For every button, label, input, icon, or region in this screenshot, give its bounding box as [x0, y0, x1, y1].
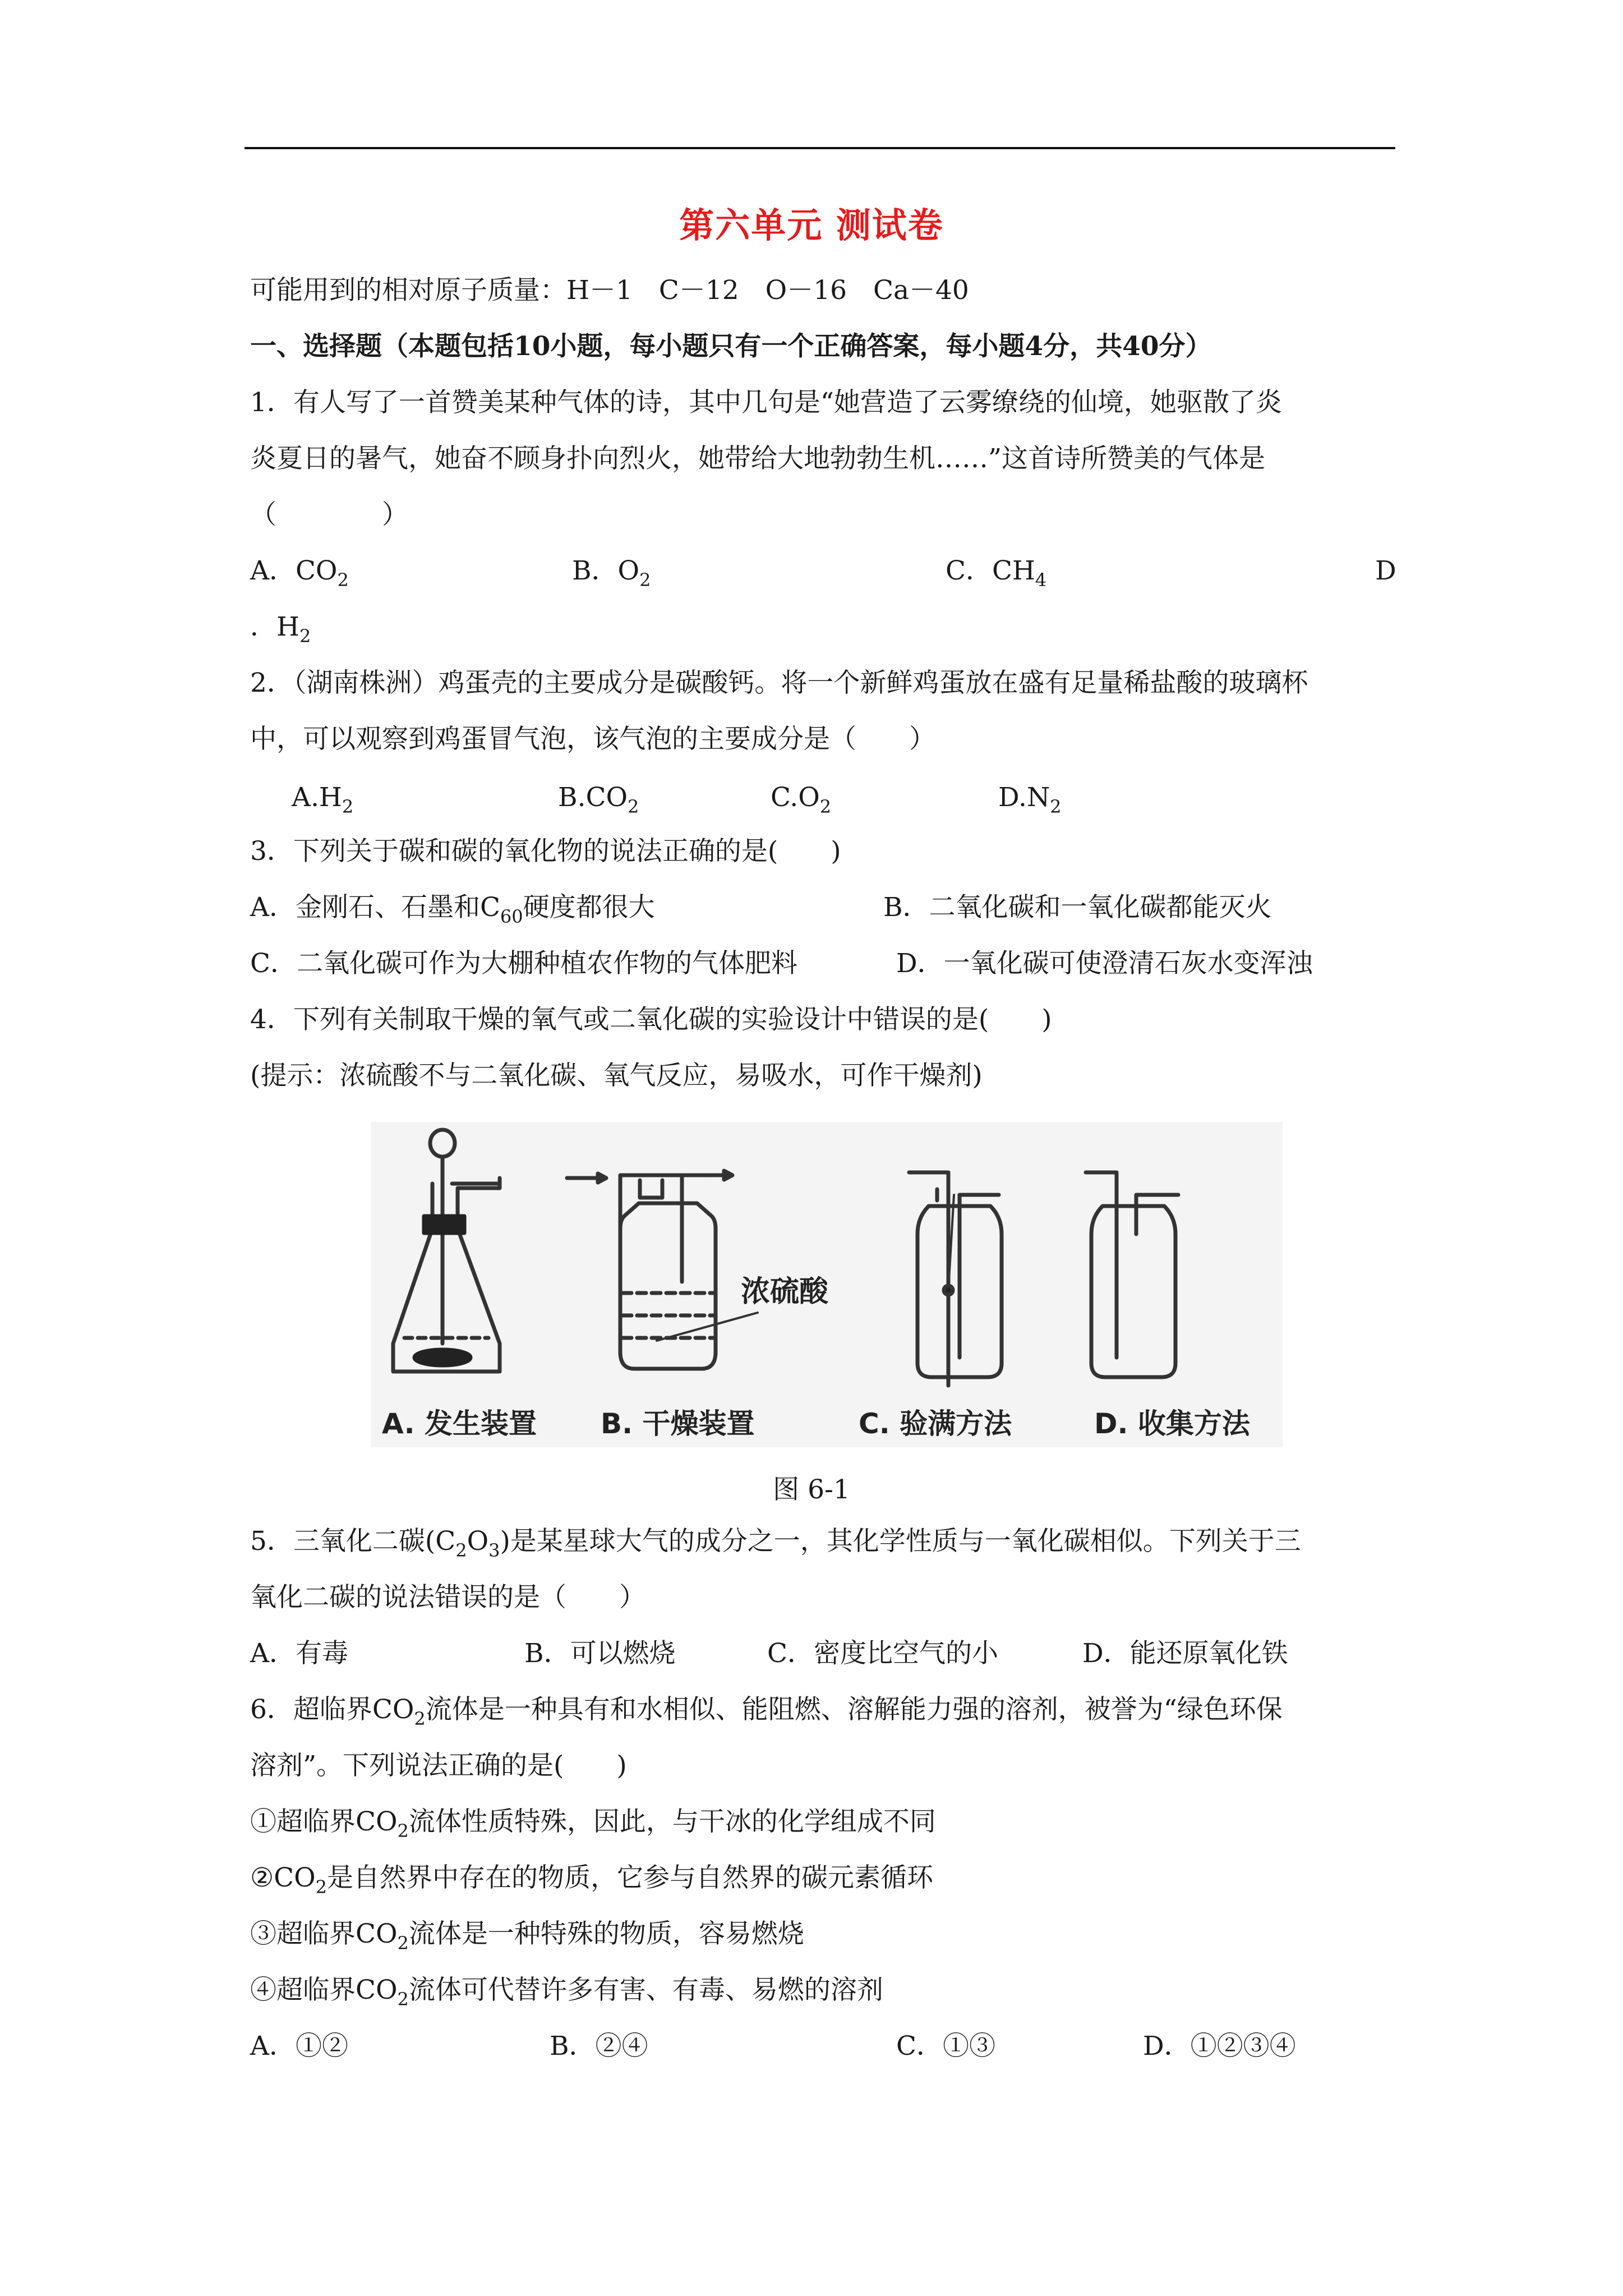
- q6-s3-text: ③超临界CO: [250, 1918, 398, 1949]
- q2-option-d: [998, 781, 1061, 815]
- section-heading: 一、选择题（本题包括10小题，每小题只有一个正确答案，每小题4分，共40分）: [250, 331, 1212, 362]
- figure-label-d: D. 收集方法: [1094, 1407, 1250, 1440]
- q1-option-b: [572, 554, 651, 591]
- header-rule: [245, 147, 1395, 149]
- q3-option-a-sub: 60: [500, 906, 523, 927]
- q3-stem: 3．下列关于碳和碳的氧化物的说法正确的是( ): [250, 836, 841, 867]
- q2-option-b-text: B.CO: [558, 782, 628, 813]
- apparatus-drawing: [371, 1122, 1283, 1447]
- figure-label-a: A. 发生装置: [382, 1407, 537, 1440]
- q4-hint: (提示：浓硫酸不与二氧化碳、氧气反应，易吸水，可作干燥剂): [250, 1060, 983, 1091]
- q6-s1-text-end: 流体性质特殊，因此，与干冰的化学组成不同: [408, 1806, 936, 1837]
- q6-option-c: C．①③: [896, 2031, 995, 2062]
- q6-statement-4: [250, 1973, 883, 2010]
- q5-formula-o: O: [467, 1526, 489, 1557]
- q5-sub-2: 3: [488, 1540, 500, 1561]
- q2-option-a-text: A.H: [292, 782, 342, 813]
- q1-option-d-sub: 2: [299, 625, 311, 647]
- q2-option-c-sub: 2: [819, 796, 832, 817]
- q6-stem-line1: [250, 1693, 1283, 1727]
- q6-option-a: A．①②: [250, 2031, 348, 2062]
- figure-caption: 图 6-1: [773, 1474, 850, 1505]
- q1-option-c: [946, 554, 1047, 591]
- q6-s4-text: ④超临界CO: [250, 1975, 398, 2005]
- full-check-apparatus: [909, 1172, 1002, 1386]
- q2-option-d-text: D.N: [998, 782, 1050, 813]
- acid-label: 浓硫酸: [741, 1275, 829, 1309]
- q6-s3-text-end: 流体是一种特殊的物质，容易燃烧: [408, 1918, 804, 1949]
- q5-option-c: C．密度比空气的小: [767, 1638, 998, 1669]
- q5-stem-text-end: )是某星球大气的成分之一，其化学性质与一氧化碳相似。下列关于三: [500, 1526, 1301, 1557]
- q6-stem-sub: 2: [414, 1708, 426, 1729]
- q6-statement-1: [250, 1805, 936, 1842]
- q1-option-b-text: B．O: [572, 555, 640, 586]
- q5-sub-1: 2: [455, 1540, 467, 1561]
- q6-statement-2: [250, 1861, 933, 1898]
- q6-s1-text: ①超临界CO: [250, 1806, 398, 1837]
- q1-option-c-text: C．CH: [946, 555, 1035, 586]
- q6-stem-text-end: 流体是一种具有和水相似、能阻燃、溶解能力强的溶剂，被誉为“绿色环保: [425, 1694, 1283, 1725]
- q3-option-a-text: A．金刚石、石墨和C: [250, 892, 500, 923]
- q1-blank: （ ）: [250, 499, 408, 530]
- figure-label-b: B. 干燥装置: [601, 1407, 755, 1440]
- collection-apparatus: [1086, 1172, 1178, 1377]
- q2-stem-line1: 2．（湖南株洲）鸡蛋壳的主要成分是碳酸钙。将一个新鲜鸡蛋放在盛有足量稀盐酸的玻璃杯: [250, 668, 1308, 698]
- q1-option-d-letter: D: [1375, 555, 1396, 586]
- q5-option-d: D．能还原氧化铁: [1082, 1638, 1288, 1669]
- q6-stem-line2: 溶剂”。下列说法正确的是( ): [250, 1750, 627, 1781]
- q2-option-d-sub: 2: [1050, 796, 1062, 817]
- q3-option-b: B．二氧化碳和一氧化碳都能灭火: [883, 892, 1272, 923]
- q6-option-d: D．①②③④: [1143, 2031, 1296, 2062]
- generator-apparatus: [393, 1130, 500, 1372]
- q5-option-b: B．可以燃烧: [524, 1638, 676, 1669]
- q5-stem-text: 5．三氧化二碳(C: [250, 1526, 456, 1557]
- q2-option-b: [558, 781, 639, 815]
- q4-stem: 4．下列有关制取干燥的氧气或二氧化碳的实验设计中错误的是( ): [250, 1004, 1052, 1035]
- q1-option-c-sub: 4: [1035, 569, 1047, 591]
- q1-option-b-sub: 2: [639, 569, 651, 591]
- q6-s2-text: ②CO: [250, 1862, 316, 1893]
- q3-option-c: C．二氧化碳可作为大棚种植农作物的气体肥料: [250, 948, 797, 979]
- q2-stem-line2: 中，可以观察到鸡蛋冒气泡，该气泡的主要成分是（ ）: [250, 724, 935, 754]
- atomic-masses: 可能用到的相对原子质量：H－1 C－12 O－16 Ca－40: [250, 275, 969, 306]
- q6-stem-text: 6．超临界CO: [250, 1694, 414, 1725]
- q6-s4-sub: 2: [397, 1989, 409, 2010]
- q6-s1-sub: 2: [397, 1820, 409, 1842]
- q6-s2-text-end: 是自然界中存在的物质，它参与自然界的碳元素循环: [327, 1862, 933, 1893]
- q1-option-d: [250, 610, 311, 647]
- q1-option-a: [250, 554, 349, 591]
- q1-stem-line2: 炎夏日的暑气，她奋不顾身扑向烈火，她带给大地勃勃生机……”这首诗所赞美的气体是: [250, 443, 1266, 474]
- q2-option-a: [292, 781, 353, 815]
- apparatus-figure: [371, 1122, 1283, 1447]
- q5-option-a: A．有毒: [250, 1638, 348, 1669]
- q5-stem-line1: [250, 1525, 1301, 1561]
- q6-s3-sub: 2: [397, 1932, 409, 1954]
- q2-option-b-sub: 2: [627, 796, 639, 817]
- q6-statement-3: [250, 1917, 804, 1954]
- figure-label-c: C. 验满方法: [859, 1407, 1012, 1440]
- q2-option-a-sub: 2: [342, 796, 354, 817]
- page-title: 第六单元 测试卷: [679, 205, 944, 246]
- q6-s2-sub: 2: [315, 1876, 327, 1898]
- drying-apparatus: [567, 1171, 758, 1369]
- q1-option-a-sub: 2: [337, 569, 349, 591]
- q5-stem-line2: 氧化二碳的说法错误的是（ ）: [250, 1582, 645, 1613]
- q1-stem-line1: 1．有人写了一首赞美某种气体的诗，其中几句是“她营造了云雾缭绕的仙境，她驱散了炎: [250, 387, 1282, 418]
- q3-option-a: [250, 891, 655, 927]
- q6-s4-text-end: 流体可代替许多有害、有毒、易燃的溶剂: [408, 1975, 883, 2005]
- q1-option-a-text: A．CO: [250, 555, 338, 586]
- q2-option-c: [771, 781, 831, 815]
- q6-option-b: B．②④: [550, 2031, 648, 2062]
- q3-option-d: D．一氧化碳可使澄清石灰水变浑浊: [896, 948, 1313, 979]
- q2-option-c-text: C.O: [771, 782, 820, 813]
- q3-option-a-text-end: 硬度都很大: [523, 892, 655, 923]
- q1-option-d-text: ．H: [250, 611, 299, 642]
